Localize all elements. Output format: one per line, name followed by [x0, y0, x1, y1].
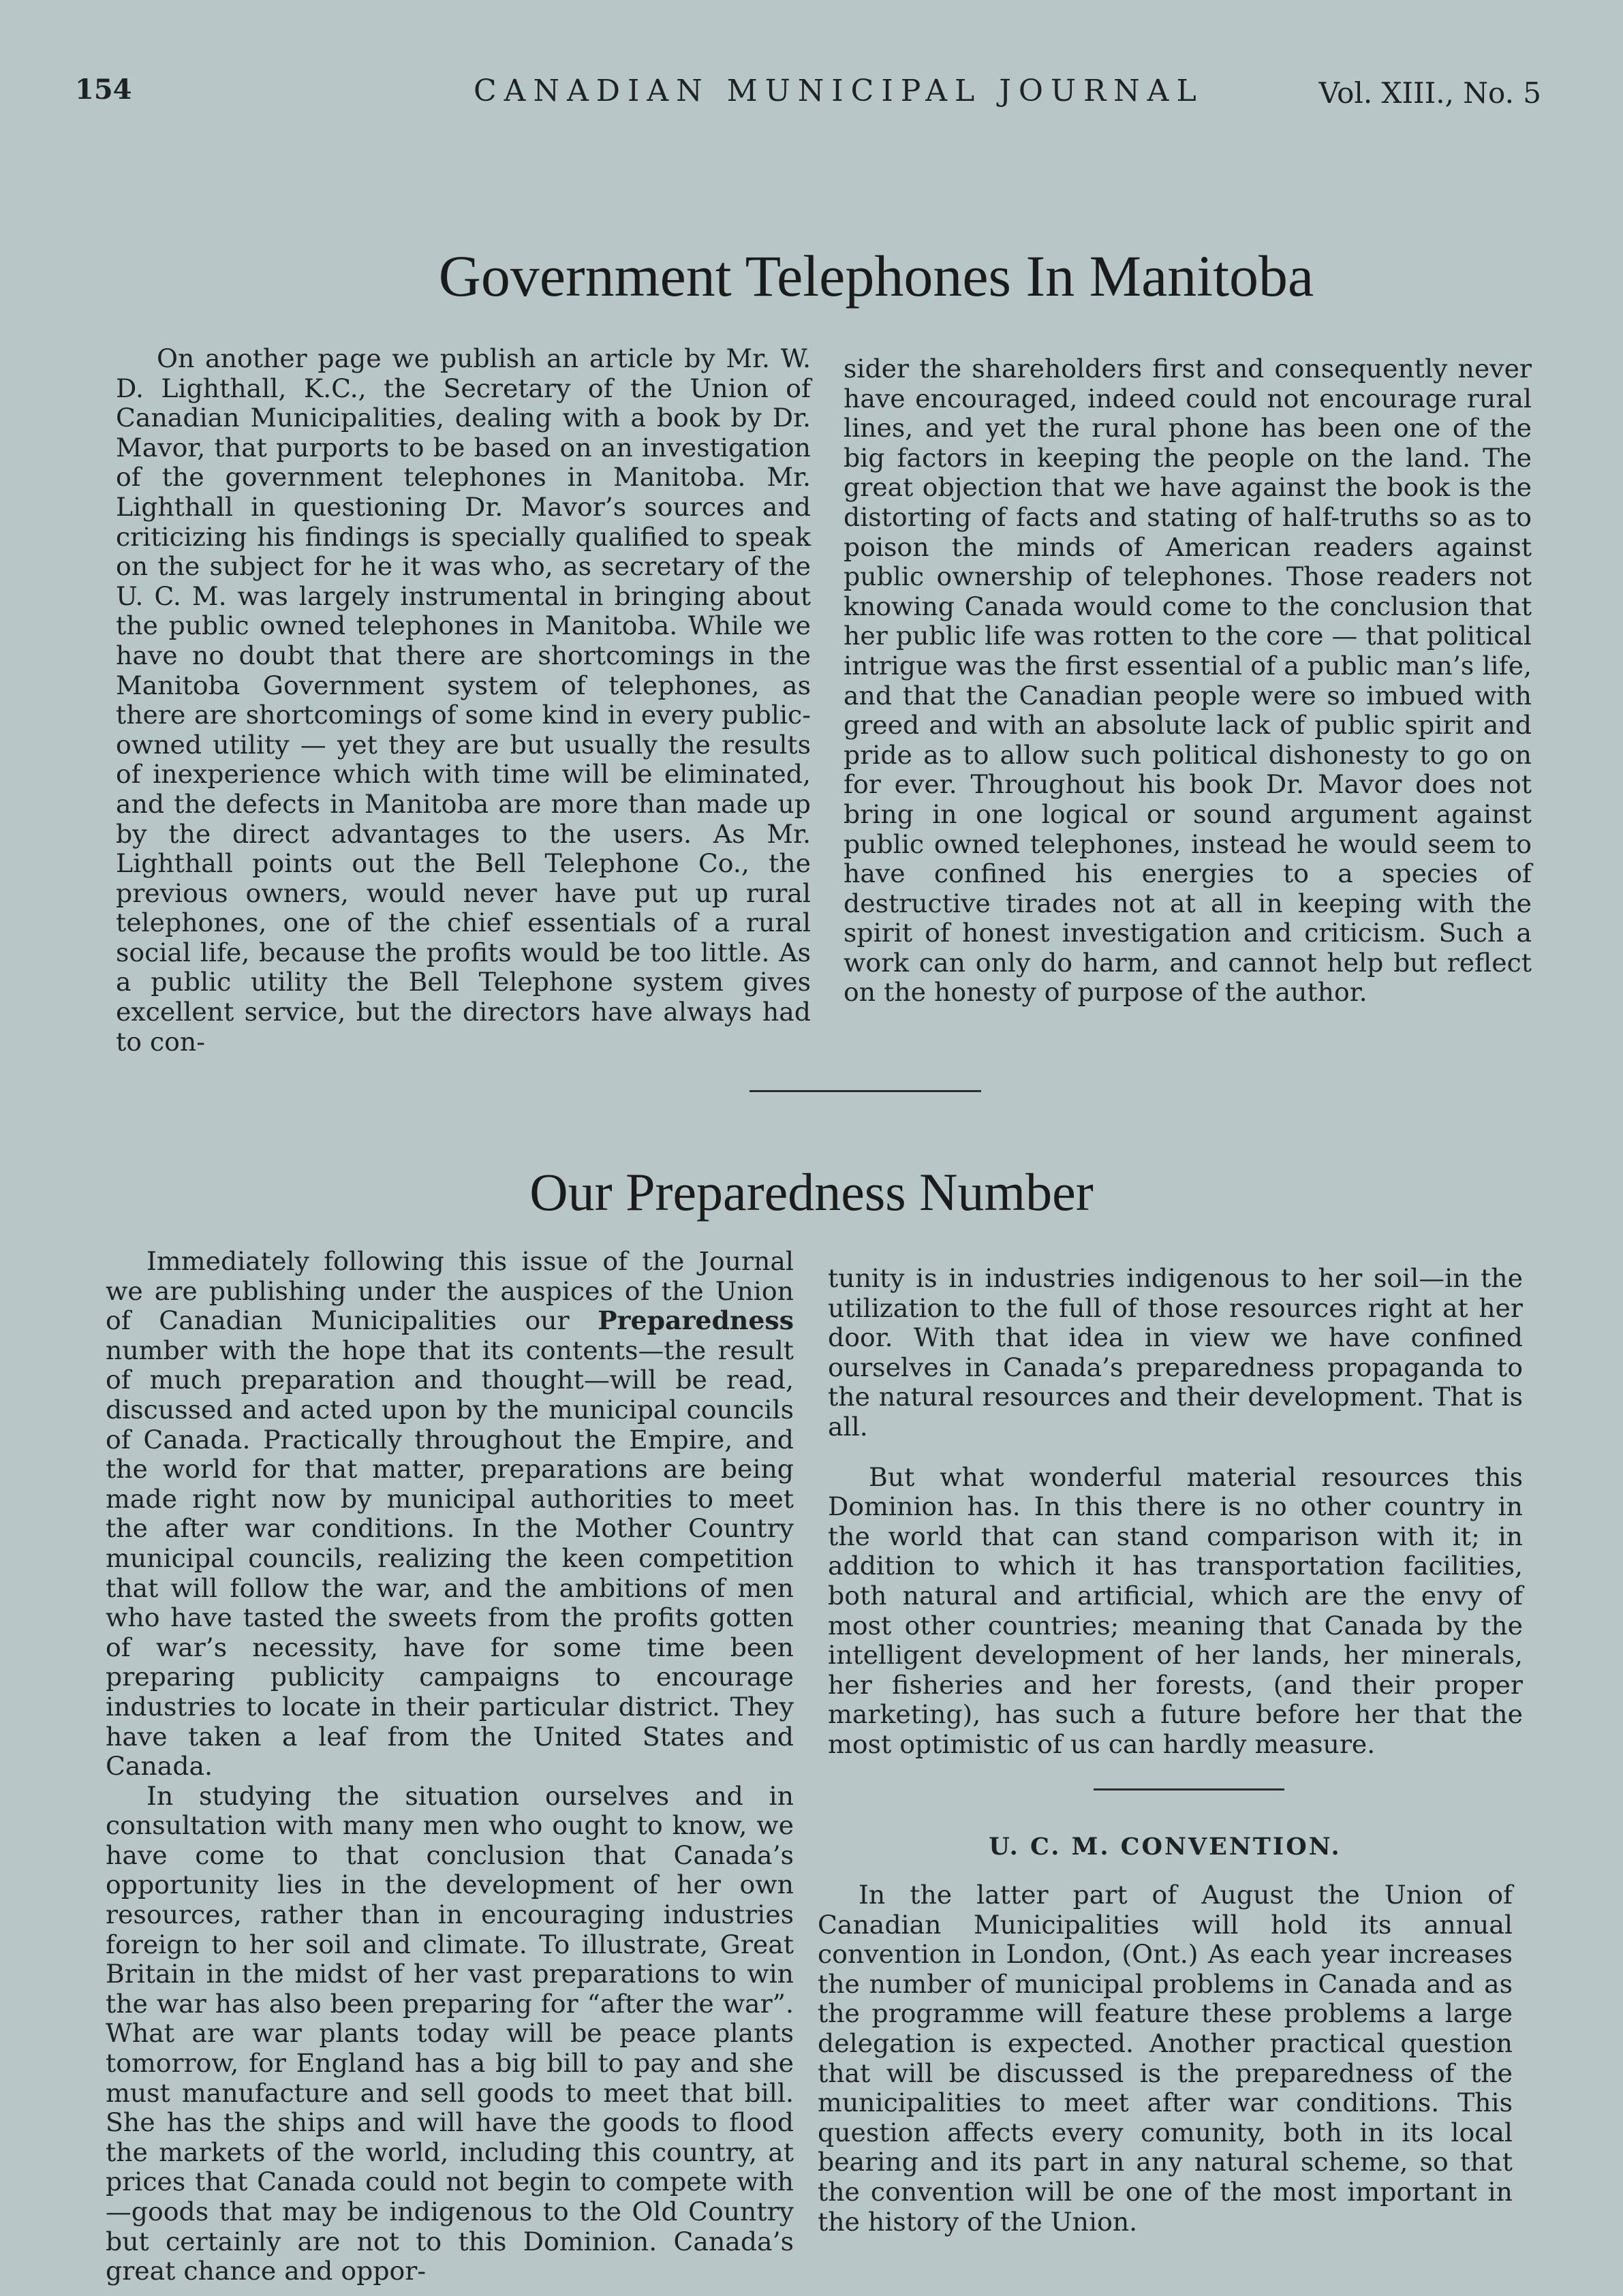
- convention-column: [818, 1880, 1513, 2237]
- page-number: 154: [75, 74, 132, 106]
- preparedness-paragraph-3: tunity is in industries indigenous to her soil—in the utilization to the full of those resources right at her door. With that idea in view we have confined ourselves in Canada’s preparedness propaganda to the natural resources and their development. That is all.: [828, 1263, 1523, 1442]
- preparedness-column-right: [828, 1264, 1523, 1760]
- section-divider-short: [1094, 1788, 1284, 1790]
- preparedness-emphasis: Preparedness: [598, 1305, 794, 1336]
- preparedness-text-rest: number with the hope that its contents—the result of much preparation and thought—will be read, discussed and acted upon by the municipal councils of Canada. Practically throughout the Empire, and the world for that matter, preparations are being made right now by municipal authorities to meet the after war conditions. In the Mother Country municipal councils, realizing the keen competition that will follow the war, and the ambitions of men who have tasted the sweets from the profits gotten of war’s necessity, have for some time been preparing publicity campaigns to encourage industries to locate in their particular district. They have taken a leaf from the United States and Canada.: [106, 1335, 794, 1782]
- telephones-column-right: [844, 354, 1532, 1008]
- preparedness-text-lead: Immediately following this issue of the Journal we are publishing under the auspices of the Union of Canadian Municipalities our: [106, 1246, 794, 1336]
- telephones-column-left: [116, 344, 811, 1057]
- telephones-paragraph: On another page we publish an article by Mr. W. D. Lighthall, K.C., the Secretary of the Union of Canadian Municipalities, dealing with a book by Dr. Mavor, that purports to be based on an investigation of the government telephones in Manitoba. Mr. Lighthall in questioning Dr. Mavor’s sources and criticizing his findings is specially qualified to speak on the subject for he it was who, as secretary of the U. C. M. was largely instrumental in bringing about the public owned telephones in Manitoba. While we have no doubt that there are shortcomings in the Manitoba Government system of telephones, as there are shortcomings of some kind in every public-owned utility — yet they are but usually the results of inexperience which with time will be eliminated, and the defects in Manitoba are more than made up by the direct advantages to the users. As Mr. Lighthall points out the Bell Telephone Co., the previous owners, would never have put up rural telephones, one of the chief essentials of a rural social life, because the profits would be too little. As a public utility the Bell Telephone system gives excellent service, but the directors have always had to con-: [116, 343, 811, 1057]
- convention-heading: U. C. M. CONVENTION.: [989, 1833, 1342, 1861]
- convention-paragraph: In the latter part of August the Union of Canadian Municipalities will hold its annual convention in London, (Ont.) As each year increases the number of municipal problems in Canada and as the programme will feature these problems a large delegation is expected. Another practical question that will be discussed is the preparedness of the municipalities to meet after war conditions. This question affects every comunity, both in its local bearing and its part in any natural scheme, so that the convention will be one of the most important in the history of the Union.: [818, 1880, 1513, 2237]
- running-head: [75, 74, 1541, 121]
- volume-issue: Vol. XIII., No. 5: [1318, 76, 1541, 110]
- preparedness-column-left: [106, 1247, 794, 2286]
- preparedness-paragraph-2: In studying the situation ourselves and in consultation with many men who ought to know, we have come to that conclusion that Canada’s opportunity lies in the development of her own resources, rather than in encouraging industries foreign to her soil and climate. To illustrate, Great Britain in the midst of her vast preparations to win the war has also been preparing for “after the war”. What are war plants today will be peace plants tomorrow, for England has a big bill to pay and she must manufacture and sell goods to meet that bill. She has the ships and will have the goods to flood the markets of the world, including this country, at prices that Canada could not begin to compete with—goods that may be indigenous to the Old Country but certainly are not to this Dominion. Canada’s great chance and oppor-: [106, 1780, 794, 2286]
- section-divider: [749, 1090, 981, 1092]
- article-title-telephones: Government Telephones In Manitoba: [438, 243, 1314, 309]
- preparedness-paragraph-4: But what wonderful material resources this Dominion has. In this there is no other country in the world that can stand comparison with it; in addition to which it has transportation facilities, both natural and artificial, which are the envy of most other countries; meaning that Canada by the intelligent development of her lands, her minerals, her fisheries and her forests, (and their proper marketing), has such a future before her that the most optimistic of us can hardly measure.: [828, 1461, 1523, 1759]
- journal-title: CANADIAN MUNICIPAL JOURNAL: [474, 74, 1204, 108]
- article-title-preparedness: Our Preparedness Number: [529, 1162, 1094, 1222]
- preparedness-paragraph-1: [106, 1247, 794, 1782]
- telephones-paragraph-continued: sider the shareholders first and consequently never have encouraged, indeed could not encourage rural lines, and yet the rural phone has been one of the big factors in keeping the people on the land. The great objection that we have against the book is the distorting of facts and stating of half-truths so as to poison the minds of American readers against public ownership of telephones. Those readers not knowing Canada would come to the conclusion that her public life was rotten to the core — that political intrigue was the first essential of a public man’s life, and that the Canadian people were so imbued with greed and with an absolute lack of public spirit and pride as to allow such political dishonesty to go on for ever. Throughout his book Dr. Mavor does not bring in one logical or sound argument against public owned telephones, instead he would seem to have confined his energies to a species of destructive tirades not at all in keeping with the spirit of honest investigation and criticism. Such a work can only do harm, and cannot help but reflect on the honesty of purpose of the author.: [844, 354, 1532, 1008]
